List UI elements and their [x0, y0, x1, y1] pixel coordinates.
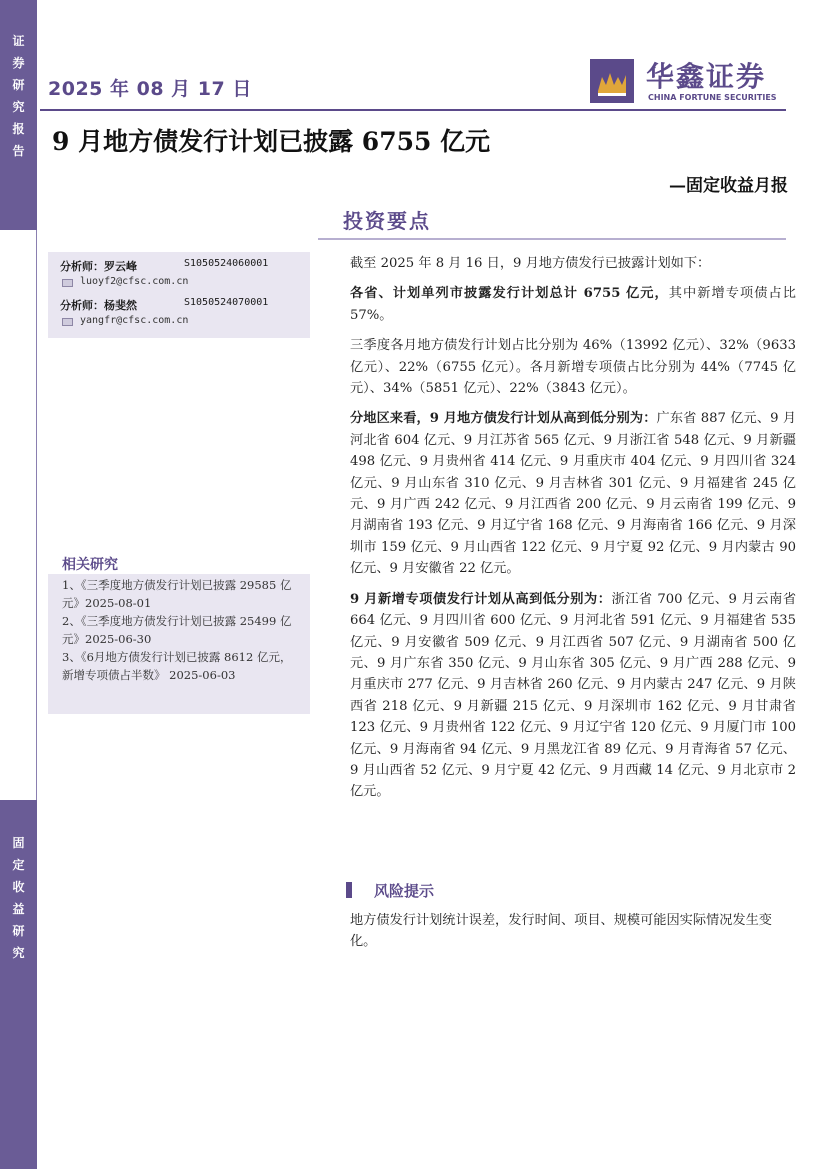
- related-research-panel: [48, 574, 310, 714]
- report-subtitle: —固定收益月报: [669, 176, 788, 196]
- sidebar-char: 收: [12, 880, 25, 894]
- special-bond-detail: 浙江省 700 亿元、9 月云南省 664 亿元、9 月四川省 600 亿元、9 月河北省 591 亿元、9 月福建省 535 亿元、9 月安徽省 509 亿元、9 月江西省 507 亿元、9 月湖南省 500 亿元、9 月广东省 350 亿元、9 月山东省 305 亿元、9 月广西 288 亿元、9 月重庆市 277 亿元、9 月吉林省 260 亿元、9 月内蒙古 247 亿元、9 月陕西省 218 亿元、9 月新疆 215 亿元、9 月深圳市 162 亿元、9 月甘肃省 123 亿元、9 月贵州省 122 亿元、9 月辽宁省 120 亿元、9 月厦门市 100 亿元、9 月海南省 94 亿元、9 月黑龙江省 89 亿元、9 月青海省 57 亿元、9 月山西省 52 亿元、9 月宁夏 42 亿元、9 月西藏 14 亿元、9 月北京市 2 亿元。: [350, 591, 797, 800]
- heading-marker-icon: [346, 882, 352, 898]
- analyst-row: [60, 258, 298, 275]
- related-research-item[interactable]: 3、《6月地方债发行计划已披露 8612 亿元，新增专项债占半数》 2025-06-03: [62, 650, 292, 682]
- sidebar-char: 报: [12, 122, 25, 136]
- analyst-row: [60, 297, 298, 314]
- report-date: 2025 年 08 月 17 日: [48, 78, 252, 100]
- total-plan-lead: 各省、计划单列市披露发行计划总计 6755 亿元，: [350, 286, 669, 302]
- regional-plan-detail: 广东省 887 亿元、9 月河北省 604 亿元、9 月江苏省 565 亿元、9 月浙江省 548 亿元、9 月新疆 498 亿元、9 月贵州省 414 亿元、9 月重庆市 404 亿元、9 月四川省 324 亿元、9 月山东省 310 亿元、9 月吉林省 301 亿元、9 月福建省 245 亿元、9 月广西 242 亿元、9 月江西省 200 亿元、9 月云南省 199 亿元、9 月湖南省 193 亿元、9 月辽宁省 168 亿元、9 月海南省 166 亿元、9 月深圳市 159 亿元、9 月山西省 122 亿元、9 月宁夏 92 亿元、9 月内蒙古 90 亿元、9 月安徽省 22 亿元。: [350, 411, 797, 577]
- regional-plan-paragraph: [350, 408, 796, 579]
- risk-warning-text: 地方债发行计划统计误差，发行时间、项目、规模可能因实际情况发生变化。: [350, 913, 772, 950]
- analyst-email-row: [60, 275, 298, 292]
- special-bond-paragraph: [350, 589, 796, 803]
- quarterly-share-paragraph: 三季度各月地方债发行计划占比分别为 46%（13992 亿元）、32%（9633 亿元）、22%（6755 亿元）。各月新增专项债占比分别为 44%（7745 亿元）、34%（5851 亿元）、22%（3843 亿元）。: [350, 338, 796, 397]
- analyst-name: 分析师：罗云峰: [60, 260, 137, 273]
- sidebar-label-fixed-income: [0, 832, 37, 964]
- sidebar-char: 券: [12, 56, 25, 70]
- regional-plan-lead: 分地区来看，9 月地方债发行计划从高到低分别为：: [350, 411, 657, 427]
- company-logo: [590, 55, 790, 107]
- section-rule: [318, 238, 786, 240]
- sidebar-char: 告: [12, 144, 25, 158]
- main-body-text: [350, 253, 796, 812]
- analyst-email-row: [60, 314, 298, 331]
- analyst-cert-number: S1050524070001: [184, 297, 269, 308]
- intro-paragraph: 截至 2025 年 8 月 16 日，9 月地方债发行已披露计划如下：: [350, 256, 711, 271]
- sidebar-char: 究: [12, 946, 25, 960]
- analyst-cert-number: S1050524060001: [184, 258, 269, 269]
- sidebar-char: 益: [12, 902, 25, 916]
- sidebar-char: 固: [12, 836, 25, 850]
- total-plan-paragraph: [350, 283, 796, 326]
- section-heading-key-points: 投资要点: [343, 209, 431, 233]
- sidebar-divider-line: [36, 230, 37, 800]
- sidebar-char: 证: [12, 34, 25, 48]
- analyst-email[interactable]: luoyf2@cfsc.com.cn: [80, 276, 189, 287]
- special-bond-lead: 9 月新增专项债发行计划从高到低分别为：: [350, 591, 612, 607]
- related-research-title: 相关研究: [62, 557, 118, 573]
- header-rule: [40, 109, 786, 111]
- risk-heading-label: 风险提示: [374, 882, 435, 900]
- logo-emblem-icon: [590, 59, 634, 103]
- sidebar-char: 定: [12, 858, 25, 872]
- logo-english-name: CHINA FORTUNE SECURITIES: [648, 93, 777, 102]
- analyst-name: 分析师：杨斐然: [60, 299, 137, 312]
- sidebar-label-report: [0, 30, 37, 162]
- logo-chinese-name: 华鑫证券: [646, 60, 767, 93]
- mail-icon: [62, 279, 73, 287]
- analyst-email[interactable]: yangfr@cfsc.com.cn: [80, 315, 189, 326]
- sidebar-char: 究: [12, 100, 25, 114]
- related-research-item[interactable]: 1、《三季度地方债发行计划已披露 29585 亿元》2025-08-01: [62, 578, 292, 610]
- total-plan-detail: 其中新增专项债占比 57%。: [350, 286, 796, 323]
- sidebar-char: 研: [12, 78, 25, 92]
- sidebar-char: 研: [12, 924, 25, 938]
- report-title: 9 月地方债发行计划已披露 6755 亿元: [52, 127, 491, 156]
- analyst-panel: [48, 252, 310, 338]
- related-research-item[interactable]: 2、《三季度地方债发行计划已披露 25499 亿元》2025-06-30: [62, 614, 292, 646]
- mail-icon: [62, 318, 73, 326]
